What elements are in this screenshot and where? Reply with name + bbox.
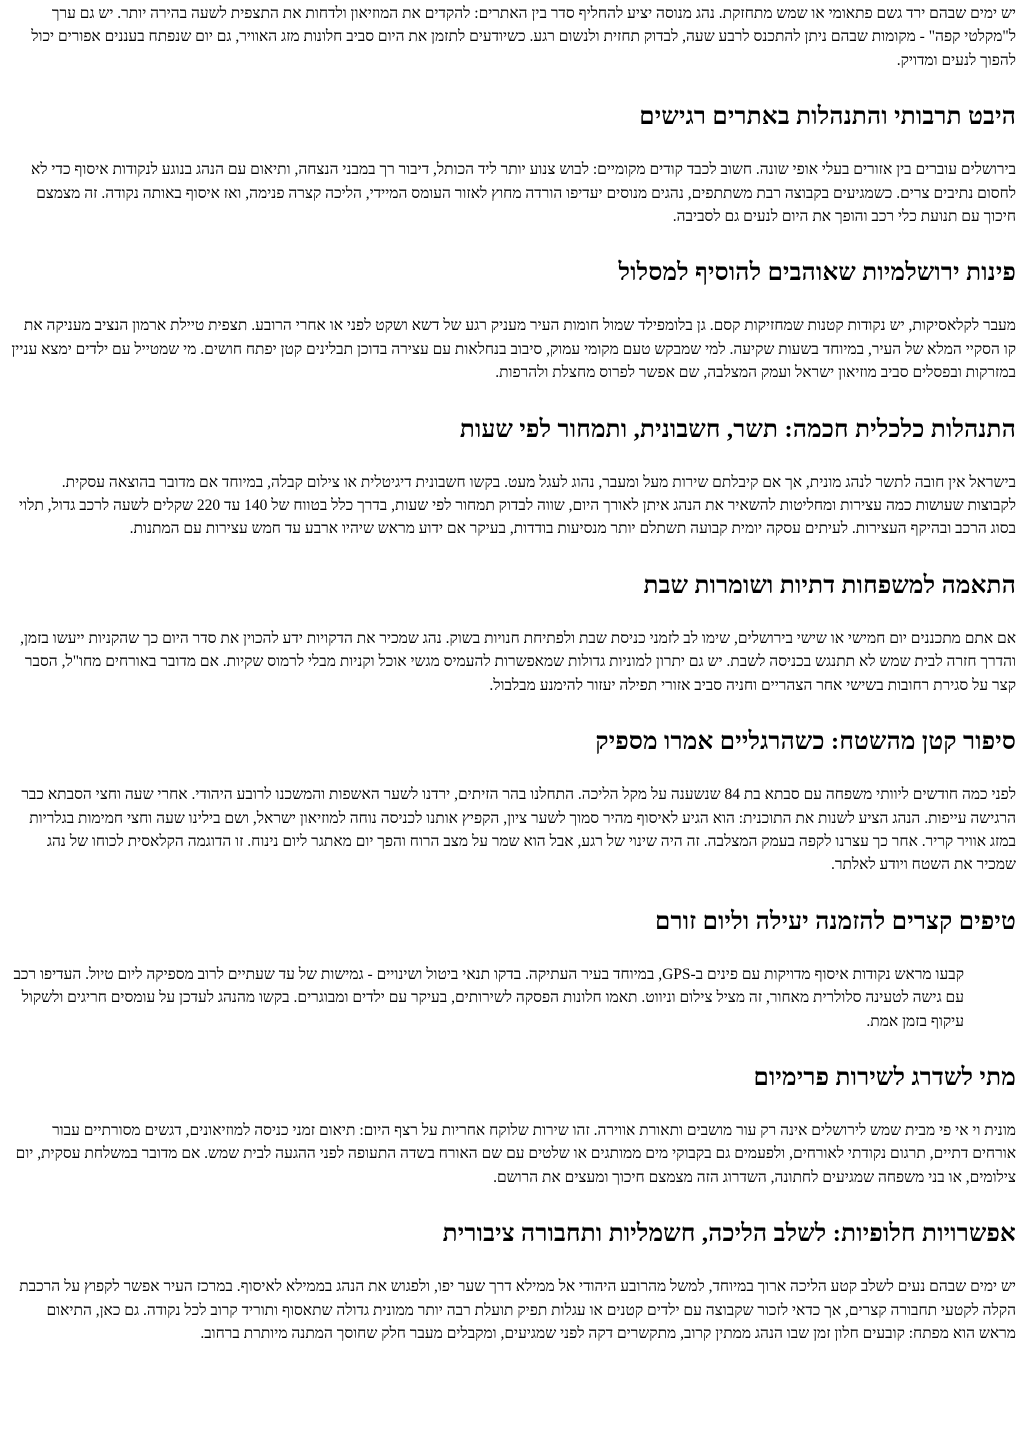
section-heading-alternatives: אפשרויות חלופיות: לשלב הליכה, חשמליות ותחבורה ציבורית: [442, 1220, 1016, 1248]
section-paragraph-religious-families: אם אתם מתכננים יום חמישי או שישי בירושלים, שימו לב לזמני כניסת שבת ולפתיחת חנויות בשוק. נהג שמכיר את הדקויות ידע להכוין את סדר היום כך שהקניות ייעשו בזמן, והדרך חזרה לבית שמש לא תתנגש בכניסה לשבת. יש גם יתרון למוניות גדולות שמאפשרות להעמיס מגשי אוכל וקניות מבלי לרמוס שקיות. אם מדובר באורחים מחו"ל, הסבר קצר על סגירת רחובות בשישי אחר הצהריים וחניה סביב אזורי תפילה יעזור להימנע מבלבול.: [20, 629, 1016, 694]
section-paragraph-cultural: בירושלים עוברים בין אזורים בעלי אופי שונה. חשוב לכבד קודים מקומיים: לבוש צנוע יותר ליד הכותל, דיבור רך במבני הנצחה, ותיאום עם הנהג בנוגע לנקודות איסוף כדי לא לחסום נתיבים צרים. כשמגיעים בקבוצה רבת משתתפים, נהגים מנוסים יעדיפו הורדה מחוץ לאזור העומס המיידי, הליכה קצרה פנימה, ואז איסוף באותה נקודה. זה מצמצם חיכוך עם תנועת כלי רכב והופך את היום לנעים גם לסביבה.: [31, 161, 1016, 226]
section-paragraph-premium: מונית וי אי פי מבית שמש לירושלים אינה רק עור מושבים ותאורת אווירה. זהו שירות שלוקח אחריות על רצף היום: תיאום זמני כניסה למוזיאונים, דגשים מסורתיים עבור אורחים דתיים, תרגום נקודתי לאורחים, ולפעמים גם בקבוקי מים ממותגים או שלטים עם שם האורח בשדה התעופה לפני ההגעה לבית שמש. אם מדובר במשלחת עסקית, יום צילומים, או בני משפחה שמגיעים לחתונה, השדרוג הזה מצמצם חיכוך ומעצים את הרושם.: [15, 1121, 1016, 1186]
section-heading-field-story: סיפור קטן מהשטח: כשהרגליים אמרו מספיק: [595, 728, 1016, 756]
section-heading-premium: מתי לשדרג לשירות פרימיום: [753, 1063, 1016, 1091]
section-heading-cultural: היבט תרבותי והתנהלות באתרים רגישים: [639, 103, 1016, 131]
section-heading-religious-families: התאמה למשפחות דתיות ושומרות שבת: [643, 571, 1016, 599]
section-paragraph-tips: קבעו מראש נקודות איסוף מדויקות עם פינים ב-GPS, במיוחד בעיר העתיקה. בדקו תנאי ביטול ושינויים - גמישות של עד שעתיים לרוב מספיקה ליום טיול. העדיפו רכב עם גישה לטעינה סלולרית מאחור, זה מציל צילום וניווט. תאמו חלונות הפסקה לשירותים, בעיקר עם ילדים ומבוגרים. בקשו מהנהג לעדכן על עומסים חריגים ולשקול עיקוף בזמן אמת.: [13, 965, 964, 1030]
section-paragraph-economics: בישראל אין חובה לתשר לנהג מונית, אך אם קיבלתם שירות מעל ומעבר, נהוג לעגל מעט. בקשו חשבונית דיגיטלית או צילום קבלה, במיוחד אם מדובר בהוצאה עסקית. לקבוצות שעושות כמה עצירות ומחליטות להשאיר את הנהג איתן לאורך היום, שווה לבדוק תמחור לפי שעות, בדרך כלל בטווח של 140 עד 220 שקלים לשעה לרכב גדול, תלוי בסוג הרכב ובהיקף העצירות. לעיתים עסקה יומית קבועה תשתלם יותר מנסיעות בודדות, בעיקר אם ידוע מראש שיהיו ארבע עד חמש עצירות עם המתנות.: [19, 473, 1016, 538]
section-heading-tips: טיפים קצרים להזמנה יעילה וליום זורם: [655, 907, 1016, 935]
section-heading-corners: פינות ירושלמיות שאוהבים להוסיף למסלול: [618, 259, 1016, 287]
section-paragraph-corners: מעבר לקלאסיקות, יש נקודות קטנות שמחזיקות קסם. גן בלומפילד שמול חומות העיר מעניק רגע של דשא ושקט לפני או אחרי הרובע. תצפית טיילת ארמון הנציב מעניקה את קו הסקיי המלא של העיר, במיוחד בשעות שקיעה. למי שמבקש טעם מקומי עמוק, סיבוב בנחלאות עם עצירה בדוכן תבלינים קטן יפתח חושים. מי שמטייל עם ילדים ימצא עניין במזרקות ובפסלים סביב מוזיאון ישראל ועמק המצלבה, שם אפשר לפרוס מחצלת ולהרפות.: [11, 317, 1016, 382]
intro-paragraph: יש ימים שבהם ירד גשם פתאומי או שמש מתחזקת. נהג מנוסה יציע להחליף סדר בין האתרים: להקדים את המוזיאון ולדחות את התצפית לשעה בהירה יותר. יש גם ערך ל"מקלטי קפה" - מקומות שבהם ניתן להתכנס לרבע שעה, לבדוק תחזית ולנשום רגע. כשיודעים לתזמן את היום סביב חלונות מזג האוויר, גם יום שנפתח בעננים אפורים יכול להפוך לנעים ומדויק.: [31, 5, 1016, 69]
section-paragraph-alternatives: יש ימים שבהם נעים לשלב קטע הליכה ארוך במיוחד, למשל מהרובע היהודי אל ממילא דרך שער יפו, ולפגוש את הנהג בממילא לאיסוף. במרכז העיר אפשר לקפוץ על הרכבת הקלה לקטעי תחבורה קצרים, אך כדאי לזכור שקבוצה עם ילדים קטנים או עגלות תפיק תועלת רבה יותר ממונית גדולה שתאסוף ותוריד קרוב לכל נקודה. גם כאן, התיאום מראש הוא מפתח: קובעים חלון זמן שבו הנהג ממתין קרוב, מתקשרים דקה לפני שמגיעים, ומקבלים מעבר חלק שחוסך המתנה מיותרת ברחוב.: [19, 1278, 1016, 1342]
section-heading-economics: התנהלות כלכלית חכמה: תשר, חשבונית, ותמחור לפי שעות: [459, 415, 1016, 443]
section-paragraph-field-story: לפני כמה חודשים ליוותי משפחה עם סבתא בת 84 שנשענה על מקל הליכה. התחלנו בהר הזיתים, ירדנו לשער האשפות והמשכנו לרובע היהודי. אחרי שעה וחצי הסבתא כבר הרגישה עייפות. הנהג הציע לשנות את התוכנית: הוא הגיע לאיסוף מהיר סמוך לשער ציון, הקפיץ אותנו לכניסה נוחה למוזיאון ישראל, ושם בילינו שעה וחצי חמימות בגלריות במזג אוויר קריר. אחר כך עצרנו לקפה בעמק המצלבה. זה היה שינוי של רגע, אבל הוא שמר על מצב הרוח והפך יום מאתגר ליום נינוח. זו הדוגמה הקלאסית לכוחו של נהג שמכיר את השטח ויודע לאלתר.: [21, 786, 1016, 874]
